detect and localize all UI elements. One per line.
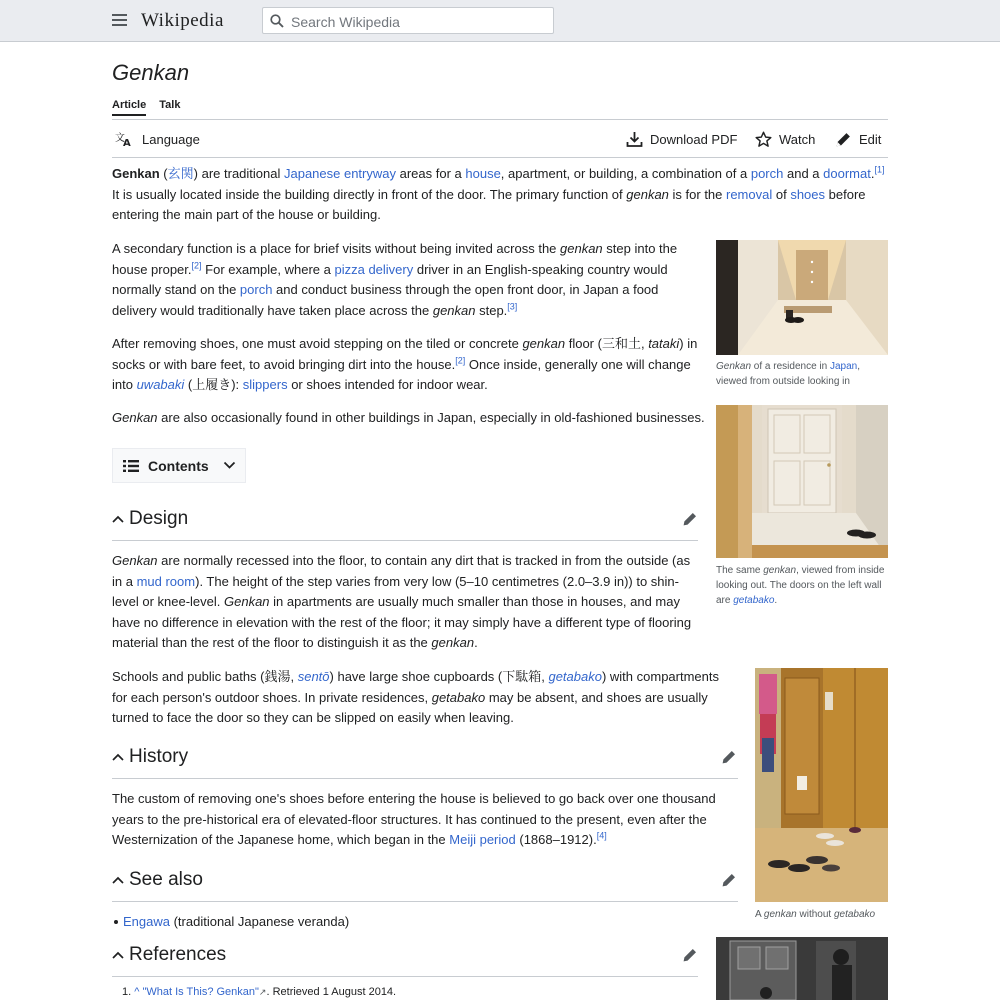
figure-caption-3: A genkan without getabako	[755, 909, 876, 920]
download-label: Download PDF	[650, 131, 738, 147]
lead-term: Genkan	[112, 166, 160, 181]
search-input[interactable]	[289, 11, 548, 32]
intro-paragraph-3: After removing shoes, one must avoid stepping on the tiled or concrete genkan floor (三和土, tataki) in socks or with bare feet, to avoid bringing dirt into the house.[2] Once inside, generally one will change into uwabaki (上履き): slippers or shoes intended for indoor wear.	[112, 336, 698, 392]
link-getabako[interactable]: getabako	[548, 669, 602, 684]
menu-icon[interactable]	[112, 14, 127, 26]
history-heading-text: History	[129, 746, 189, 767]
page-title: Genkan	[112, 60, 190, 85]
page-toolbar	[112, 129, 888, 149]
watch-label: Watch	[779, 132, 816, 147]
tab-talk[interactable]: Talk	[159, 99, 181, 111]
toolbar-divider	[112, 157, 888, 158]
link-japan[interactable]: Japan	[829, 361, 858, 372]
watch-button[interactable]	[755, 131, 815, 148]
see-also-divider	[112, 901, 738, 902]
contents-toggle[interactable]	[112, 448, 246, 483]
page-tabs	[112, 99, 193, 116]
tab-article[interactable]: Article	[112, 99, 146, 116]
contents-label: Contents	[148, 457, 209, 474]
edit-references-pencil-icon[interactable]	[682, 947, 698, 963]
design-heading-text: Design	[129, 508, 189, 529]
edit-design-pencil-icon[interactable]	[682, 511, 698, 527]
link-removal[interactable]: removal	[726, 186, 773, 202]
download-pdf-button[interactable]	[626, 131, 737, 147]
wikipedia-logo[interactable]: Wikipedia	[141, 10, 224, 31]
link-pizza-delivery[interactable]: pizza delivery	[334, 261, 414, 277]
link-porch[interactable]: porch	[750, 166, 784, 181]
tab-divider	[112, 119, 888, 120]
edit-label: Edit	[859, 132, 882, 147]
design-divider	[112, 540, 698, 541]
ref-link-2[interactable]: [2]	[191, 260, 202, 271]
chevron-up-icon	[112, 876, 124, 884]
section-heading-design[interactable]	[112, 508, 188, 530]
svg-text:A: A	[123, 138, 131, 147]
link-sento[interactable]: sentō	[297, 669, 330, 684]
ref-link-2b[interactable]: [2]	[455, 355, 466, 366]
edit-see-also-pencil-icon[interactable]	[721, 872, 737, 888]
external-link-icon: ↗	[258, 987, 267, 997]
language-label: Language	[142, 131, 200, 147]
references-divider	[112, 976, 698, 977]
intro-paragraph-1: Genkan (玄関) are traditional Japanese entryway areas for a house, apartment, or building, a combination of a porch and a doormat.[1] It is usually located inside the building directly in front of the door. The primary function of genkan is for the removal of shoes before entering the main part of the house or building.	[112, 164, 885, 222]
ref-link-3[interactable]: [3]	[507, 301, 518, 312]
figure-caption-2: The same genkan, viewed from inside looking out. The doors on the left wall are getabako.	[716, 565, 885, 606]
figure-historic-photo[interactable]	[716, 937, 888, 1000]
figure-caption-1: Genkan of a residence in Japan, viewed from outside looking in	[716, 361, 860, 387]
svg-text:文: 文	[115, 133, 125, 144]
chevron-up-icon	[112, 753, 124, 761]
figure-genkan-outside-image[interactable]	[716, 240, 888, 355]
see-also-list-item: Engawa (traditional Japanese veranda)	[112, 914, 349, 929]
figure-genkan-no-getabako-image[interactable]	[755, 668, 888, 902]
section-heading-history[interactable]	[112, 746, 188, 768]
link-shoes[interactable]: shoes	[790, 186, 826, 202]
link-house[interactable]: house	[465, 166, 501, 181]
history-paragraph: The custom of removing one's shoes before entering the house is believed to go back over one thousand years to the pre-historical era of elevated-floor structures. It has continued to the present, even after the Westernization of the Japanese home, which began in the Meiji period (1868–1912).[4]	[112, 791, 716, 847]
references-heading-text: References	[129, 944, 227, 965]
link-porch-2[interactable]: porch	[239, 282, 273, 297]
star-icon	[755, 131, 772, 148]
chevron-up-icon	[112, 515, 124, 523]
language-icon	[115, 131, 133, 147]
link-getabako-caption[interactable]: getabako	[733, 595, 775, 606]
intro-paragraph-2: A secondary function is a place for brief visits without being invited across the genkan step into the house proper.[2] For example, where a pizza delivery driver in an English-speaking country would normally stand on the porch and conduct business through the open front door, in Japan a food delivery would traditionally have taken place across the genkan step.[3]	[112, 241, 678, 318]
ref-link-4[interactable]: [4]	[596, 830, 607, 841]
intro-paragraph-4: Genkan are also occasionally found in other buildings in Japan, especially in old-fashioned businesses.	[112, 410, 705, 425]
pencil-icon	[835, 131, 852, 148]
reference-item: 1. ^ "What Is This? Genkan"↗. Retrieved 1 August 2014.	[122, 986, 397, 998]
link-uwabaki[interactable]: uwabaki	[136, 377, 185, 392]
search-icon	[270, 14, 284, 28]
history-divider	[112, 778, 738, 779]
language-button[interactable]	[115, 131, 200, 147]
edit-button[interactable]	[835, 131, 881, 148]
figure-genkan-inside-image[interactable]	[716, 405, 888, 558]
link-engawa[interactable]: Engawa	[123, 914, 170, 929]
chevron-up-icon	[112, 951, 124, 959]
download-icon	[626, 131, 643, 147]
see-also-heading-text: See also	[129, 869, 203, 890]
kanji-link[interactable]: 玄関	[167, 166, 194, 181]
search-box[interactable]	[262, 7, 554, 34]
bullet-dot	[114, 920, 118, 924]
link-japanese-entryway[interactable]: Japanese entryway	[283, 166, 396, 181]
link-doormat[interactable]: doormat	[823, 166, 871, 181]
section-heading-see-also[interactable]	[112, 869, 203, 891]
section-heading-references[interactable]	[112, 944, 226, 966]
design-paragraph-2: Schools and public baths (銭湯, sentō) have large shoe cupboards (下駄箱, getabako) with compartments for each person's outdoor shoes. In private residences, getabako may be absent, and shoes are usually turned to face the door so they can be slipped on easily when leaving.	[112, 669, 720, 725]
ref-link-1[interactable]: [1]	[874, 164, 885, 175]
edit-history-pencil-icon[interactable]	[721, 749, 737, 765]
link-mud-room[interactable]: mud room	[136, 573, 196, 589]
list-icon	[123, 459, 139, 473]
ref-backlink-caret[interactable]: ^	[134, 986, 140, 998]
link-slippers[interactable]: slippers	[242, 377, 288, 392]
ref-external-link[interactable]: "What Is This? Genkan"	[142, 986, 259, 998]
design-paragraph-1: Genkan are normally recessed into the floor, to contain any dirt that is tracked in from the outside (as in a mud room). The height of the step varies from very low (5–10 centimetres (2.0–3.9 in)) to shin-level or knee-level. Genkan in apartments are usually much smaller than those in houses, and may have no difference in elevation with the rest of the floor; it may simply have a different type of flooring material than the rest of the floor to distinguish it as the genkan.	[112, 553, 692, 650]
site-header	[0, 0, 1000, 42]
chevron-down-icon	[223, 461, 236, 470]
link-meiji-period[interactable]: Meiji period	[449, 832, 516, 847]
